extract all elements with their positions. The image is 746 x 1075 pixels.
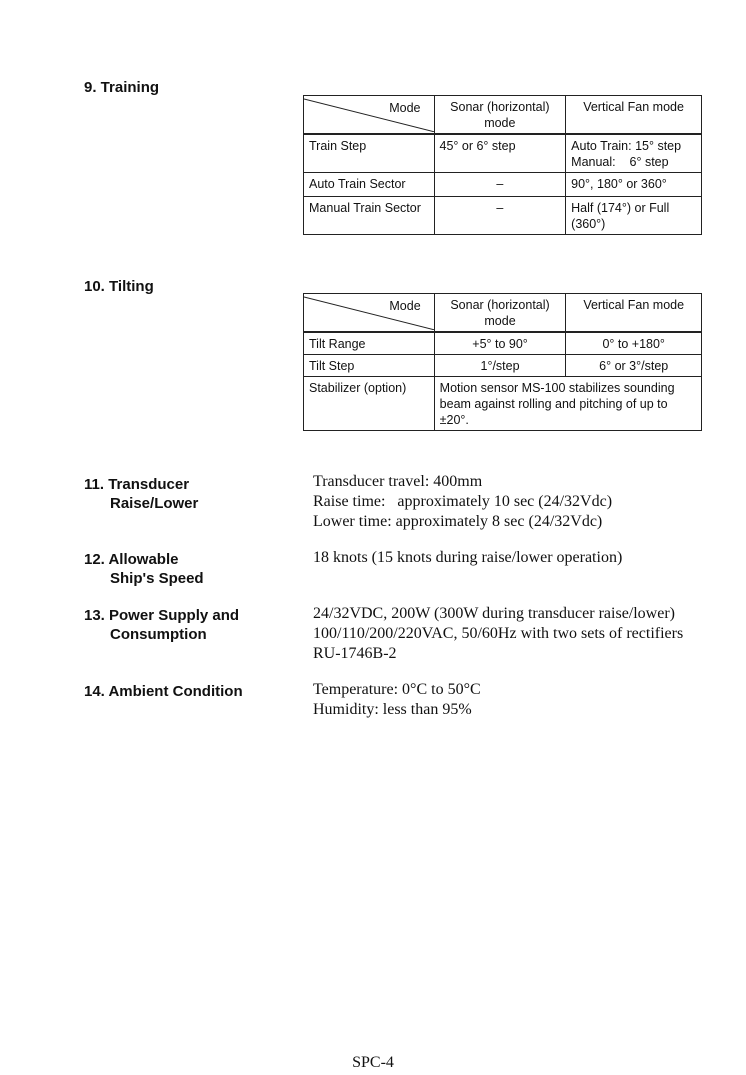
heading-line: Raise/Lower: [110, 495, 199, 512]
cell-tilt-range-vertical: 0° to +180°: [566, 332, 702, 355]
column-header-vertical-fan: Vertical Fan mode: [566, 96, 702, 135]
table-corner-cell: [304, 96, 435, 135]
transducer-details: [313, 472, 612, 532]
row-label-auto-train-sector: Auto Train Sector: [304, 173, 435, 197]
section-heading-transducer: [84, 475, 198, 513]
power-details: [313, 604, 683, 664]
cell-manual-train-sector-sonar: –: [434, 197, 566, 235]
detail-line: RU-1746B-2: [313, 645, 397, 662]
detail-line: 24/32VDC, 200W (300W during transducer raise/lower): [313, 605, 675, 622]
row-label-train-step: Train Step: [304, 134, 435, 173]
heading-line: 11. Transducer: [84, 476, 190, 493]
cell-tilt-step-sonar: 1°/step: [434, 355, 566, 377]
heading-line: Ship's Speed: [110, 570, 204, 587]
detail-line: Temperature: 0°C to 50°C: [313, 681, 481, 698]
ambient-details: [313, 680, 481, 720]
section-heading-power: [84, 606, 239, 644]
section-heading-speed: [84, 550, 204, 588]
column-header-vertical-fan: Vertical Fan mode: [566, 294, 702, 333]
tilting-spec-table: [303, 293, 702, 431]
page-number: SPC-4: [352, 1054, 394, 1071]
detail-line: 18 knots (15 knots during raise/lower operation): [313, 549, 623, 566]
cell-train-step-vertical: [566, 134, 702, 173]
cell-tilt-range-sonar: +5° to 90°: [434, 332, 566, 355]
row-label-stabilizer: Stabilizer (option): [304, 377, 435, 431]
column-header-sonar: Sonar (horizontal) mode: [434, 294, 566, 333]
cell-line: Manual: 6° step: [571, 155, 669, 169]
row-label-tilt-step: Tilt Step: [304, 355, 435, 377]
heading-line: Consumption: [110, 626, 207, 643]
cell-train-step-sonar: 45° or 6° step: [434, 134, 566, 173]
training-spec-table: [303, 95, 702, 235]
cell-auto-train-sector-sonar: –: [434, 173, 566, 197]
speed-details: [313, 548, 622, 568]
cell-stabilizer-description: Motion sensor MS-100 stabilizes sounding beam against rolling and pitching of up to ±20°.: [434, 377, 701, 431]
heading-line: 12. Allowable: [84, 551, 179, 568]
column-header-sonar: Sonar (horizontal) mode: [434, 96, 566, 135]
detail-line: 100/110/200/220VAC, 50/60Hz with two sets of rectifiers: [313, 625, 684, 642]
table-corner-cell: [304, 294, 435, 333]
cell-manual-train-sector-vertical: Half (174°) or Full (360°): [566, 197, 702, 235]
detail-line: Transducer travel: 400mm: [313, 473, 483, 490]
mode-header-label: Mode: [389, 299, 421, 313]
section-heading-training: 9. Training: [84, 79, 160, 96]
row-label-manual-train-sector: Manual Train Sector: [304, 197, 435, 235]
cell-tilt-step-vertical: 6° or 3°/step: [566, 355, 702, 377]
cell-line: Auto Train: 15° step: [571, 139, 682, 153]
heading-line: 13. Power Supply and: [84, 607, 240, 624]
section-heading-tilting: 10. Tilting: [84, 278, 154, 295]
section-heading-ambient: 14. Ambient Condition: [84, 683, 243, 700]
detail-line: Raise time: approximately 10 sec (24/32Vdc): [313, 493, 613, 510]
row-label-tilt-range: Tilt Range: [304, 332, 435, 355]
cell-auto-train-sector-vertical: 90°, 180° or 360°: [566, 173, 702, 197]
detail-line: Lower time: approximately 8 sec (24/32Vdc): [313, 513, 603, 530]
detail-line: Humidity: less than 95%: [313, 701, 472, 718]
mode-header-label: Mode: [389, 101, 421, 115]
